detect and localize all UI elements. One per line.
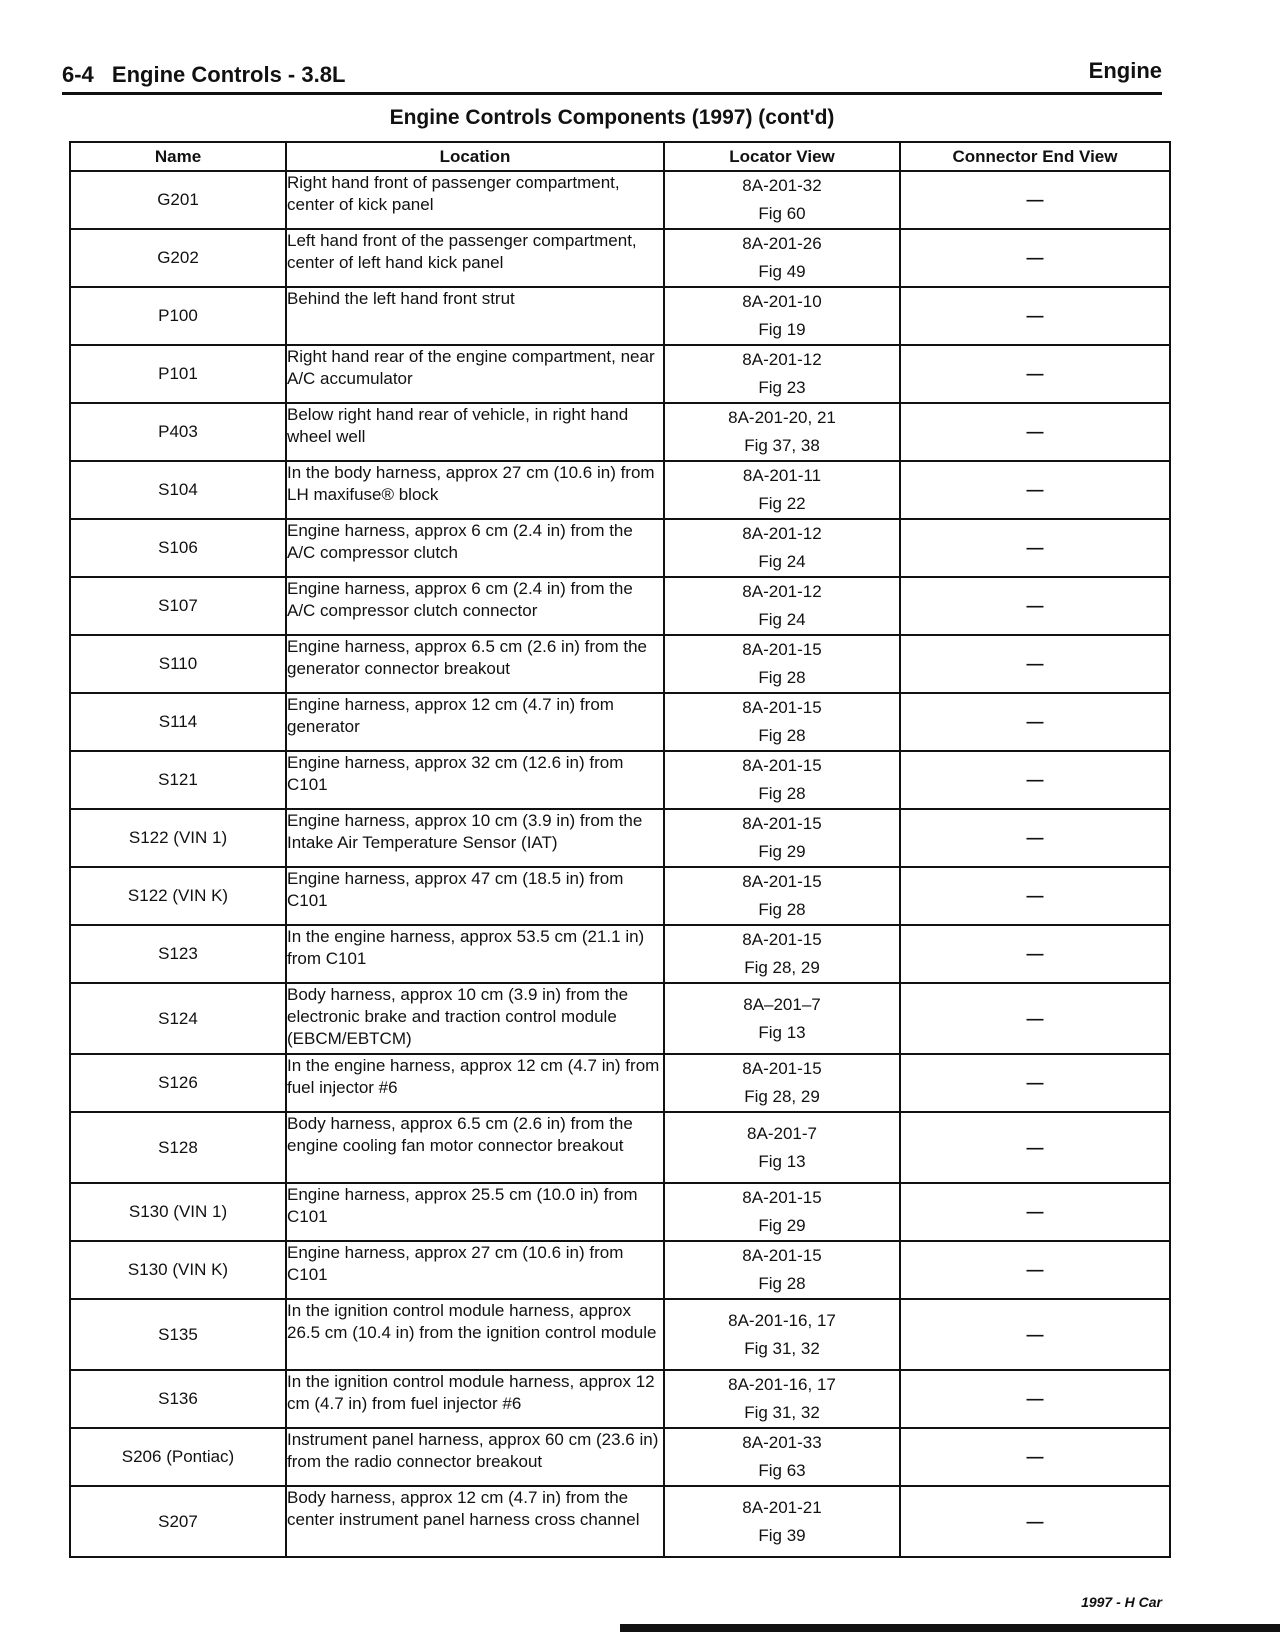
connector-end-view-cell: — <box>900 519 1170 577</box>
component-name-cell: S206 (Pontiac) <box>70 1428 286 1486</box>
locator-view-cell <box>664 1428 900 1486</box>
locator-view-cell <box>664 925 900 983</box>
locator-figure: Fig 31, 32 <box>744 1403 820 1422</box>
component-name-cell: G202 <box>70 229 286 287</box>
location-cell: Below right hand rear of vehicle, in right hand wheel well <box>286 403 664 461</box>
locator-figure: Fig 29 <box>758 1216 806 1235</box>
table-title: Engine Controls Components (1997) (cont'd) <box>389 106 835 129</box>
table-row <box>70 287 1170 345</box>
connector-end-view-cell: — <box>900 1428 1170 1486</box>
table-row <box>70 1299 1170 1370</box>
header-divider <box>62 92 1162 95</box>
connector-end-view-cell: — <box>900 925 1170 983</box>
locator-figure: Fig 13 <box>758 1151 806 1171</box>
components-table <box>69 141 1171 1558</box>
location-cell: Body harness, approx 12 cm (4.7 in) from the center instrument panel harness cross channel <box>286 1486 664 1557</box>
locator-figure: Fig 22 <box>758 494 806 513</box>
connector-end-view-cell: — <box>900 809 1170 867</box>
column-header-connector-end-view: Connector End View <box>900 142 1170 171</box>
location-cell: Engine harness, approx 27 cm (10.6 in) from C101 <box>286 1241 664 1299</box>
connector-end-view-cell: — <box>900 1183 1170 1241</box>
component-name-cell: S106 <box>70 519 286 577</box>
component-name-cell: S135 <box>70 1299 286 1370</box>
locator-view-cell <box>664 635 900 693</box>
component-name-cell: S110 <box>70 635 286 693</box>
locator-view-cell <box>664 229 900 287</box>
connector-end-view-cell: — <box>900 229 1170 287</box>
locator-view-cell <box>664 1112 900 1183</box>
locator-figure: Fig 49 <box>758 262 806 281</box>
table-row <box>70 461 1170 519</box>
connector-end-view-cell: — <box>900 1299 1170 1370</box>
locator-view-cell <box>664 1486 900 1557</box>
connector-end-view-cell: — <box>900 577 1170 635</box>
table-row <box>70 577 1170 635</box>
locator-view-cell <box>664 867 900 925</box>
locator-ref: 8A-201-12 <box>742 524 822 543</box>
locator-view-cell <box>664 1241 900 1299</box>
locator-figure: Fig 24 <box>758 552 806 571</box>
column-header-location: Location <box>286 142 664 171</box>
locator-view-cell <box>664 1183 900 1241</box>
location-cell: Engine harness, approx 25.5 cm (10.0 in) from C101 <box>286 1183 664 1241</box>
location-cell: Engine harness, approx 12 cm (4.7 in) from generator <box>286 693 664 751</box>
locator-view-cell <box>664 983 900 1054</box>
location-cell: In the engine harness, approx 53.5 cm (21.1 in) from C101 <box>286 925 664 983</box>
locator-ref: 8A-201-15 <box>742 814 822 833</box>
location-cell: Body harness, approx 6.5 cm (2.6 in) from the engine cooling fan motor connector breakout <box>286 1112 664 1183</box>
location-cell: Body harness, approx 10 cm (3.9 in) from the electronic brake and traction control module (EBCM/EBTCM) <box>286 983 664 1054</box>
table-row <box>70 519 1170 577</box>
locator-figure: Fig 60 <box>758 204 806 223</box>
connector-end-view-cell: — <box>900 693 1170 751</box>
locator-figure: Fig 39 <box>758 1525 806 1545</box>
location-cell: In the ignition control module harness, approx 12 cm (4.7 in) from fuel injector #6 <box>286 1370 664 1428</box>
locator-figure: Fig 24 <box>758 610 806 629</box>
locator-view-cell <box>664 1370 900 1428</box>
locator-view-cell <box>664 809 900 867</box>
table-row <box>70 229 1170 287</box>
locator-figure: Fig 28, 29 <box>744 958 820 977</box>
locator-ref: 8A-201-10 <box>742 292 822 311</box>
connector-end-view-cell: — <box>900 287 1170 345</box>
location-cell: Right hand rear of the engine compartment, near A/C accumulator <box>286 345 664 403</box>
locator-figure: Fig 28 <box>758 668 806 687</box>
connector-end-view-cell: — <box>900 1241 1170 1299</box>
connector-end-view-cell: — <box>900 1112 1170 1183</box>
locator-ref: 8A-201-15 <box>742 1246 822 1265</box>
locator-figure: Fig 28 <box>758 726 806 745</box>
component-name-cell: S130 (VIN 1) <box>70 1183 286 1241</box>
component-name-cell: S122 (VIN 1) <box>70 809 286 867</box>
locator-ref: 8A-201-21 <box>742 1497 822 1517</box>
locator-view-cell <box>664 1299 900 1370</box>
locator-ref: 8A-201-33 <box>742 1433 822 1452</box>
locator-view-cell <box>664 519 900 577</box>
table-row <box>70 1112 1170 1183</box>
section-title: Engine Controls - 3.8L <box>111 62 346 87</box>
location-cell: Engine harness, approx 10 cm (3.9 in) from the Intake Air Temperature Sensor (IAT) <box>286 809 664 867</box>
table-row <box>70 867 1170 925</box>
locator-view-cell <box>664 1054 900 1112</box>
component-name-cell: G201 <box>70 171 286 229</box>
component-name-cell: S107 <box>70 577 286 635</box>
locator-ref: 8A-201-15 <box>742 640 822 659</box>
table-row <box>70 809 1170 867</box>
locator-view-cell <box>664 403 900 461</box>
page-number: 6-4 <box>62 62 94 87</box>
column-header-locator-view: Locator View <box>664 142 900 171</box>
connector-end-view-cell: — <box>900 1370 1170 1428</box>
chapter-name: Engine <box>1088 58 1162 83</box>
table-row <box>70 1054 1170 1112</box>
locator-figure: Fig 37, 38 <box>744 436 820 455</box>
location-cell: Engine harness, approx 47 cm (18.5 in) from C101 <box>286 867 664 925</box>
table-row <box>70 693 1170 751</box>
location-cell: In the engine harness, approx 12 cm (4.7 in) from fuel injector #6 <box>286 1054 664 1112</box>
footer-bar <box>620 1624 1280 1632</box>
table-row <box>70 1183 1170 1241</box>
connector-end-view-cell: — <box>900 345 1170 403</box>
locator-view-cell <box>664 171 900 229</box>
component-name-cell: S123 <box>70 925 286 983</box>
locator-view-cell <box>664 577 900 635</box>
page-footer: 1997 - H Car <box>1081 1594 1162 1610</box>
table-header-row <box>70 142 1170 171</box>
locator-ref: 8A-201-15 <box>742 698 822 717</box>
locator-ref: 8A-201-7 <box>747 1123 817 1143</box>
connector-end-view-cell: — <box>900 867 1170 925</box>
location-cell: In the ignition control module harness, approx 26.5 cm (10.4 in) from the ignition control module <box>286 1299 664 1370</box>
connector-end-view-cell: — <box>900 751 1170 809</box>
table-row <box>70 751 1170 809</box>
locator-ref: 8A-201-15 <box>742 1059 822 1078</box>
component-name-cell: S121 <box>70 751 286 809</box>
header-title-group <box>62 62 345 88</box>
locator-figure: Fig 23 <box>758 378 806 397</box>
locator-figure: Fig 19 <box>758 320 806 339</box>
location-cell: Engine harness, approx 32 cm (12.6 in) from C101 <box>286 751 664 809</box>
component-name-cell: S136 <box>70 1370 286 1428</box>
connector-end-view-cell: — <box>900 1486 1170 1557</box>
locator-view-cell <box>664 345 900 403</box>
table-row <box>70 403 1170 461</box>
table-row <box>70 171 1170 229</box>
column-header-name: Name <box>70 142 286 171</box>
locator-view-cell <box>664 693 900 751</box>
locator-figure: Fig 28 <box>758 900 806 919</box>
locator-ref: 8A-201-32 <box>742 176 822 195</box>
component-name-cell: S126 <box>70 1054 286 1112</box>
locator-ref: 8A-201-16, 17 <box>728 1310 836 1330</box>
component-name-cell: P403 <box>70 403 286 461</box>
locator-ref: 8A-201-15 <box>742 1188 822 1207</box>
location-cell: Left hand front of the passenger compartment, center of left hand kick panel <box>286 229 664 287</box>
locator-ref: 8A–201–7 <box>743 994 821 1014</box>
component-name-cell: S130 (VIN K) <box>70 1241 286 1299</box>
locator-ref: 8A-201-15 <box>742 756 822 775</box>
table-row <box>70 983 1170 1054</box>
component-name-cell: S104 <box>70 461 286 519</box>
page-header <box>62 52 1162 90</box>
table-row <box>70 635 1170 693</box>
component-name-cell: S124 <box>70 983 286 1054</box>
locator-ref: 8A-201-15 <box>742 930 822 949</box>
connector-end-view-cell: — <box>900 983 1170 1054</box>
locator-figure: Fig 13 <box>758 1022 806 1042</box>
table-row <box>70 345 1170 403</box>
locator-figure: Fig 28 <box>758 784 806 803</box>
locator-ref: 8A-201-16, 17 <box>728 1375 836 1394</box>
locator-figure: Fig 29 <box>758 842 806 861</box>
table-row <box>70 925 1170 983</box>
locator-view-cell <box>664 751 900 809</box>
location-cell: In the body harness, approx 27 cm (10.6 in) from LH maxifuse® block <box>286 461 664 519</box>
component-name-cell: S128 <box>70 1112 286 1183</box>
location-cell: Engine harness, approx 6.5 cm (2.6 in) from the generator connector breakout <box>286 635 664 693</box>
location-cell: Instrument panel harness, approx 60 cm (23.6 in) from the radio connector breakout <box>286 1428 664 1486</box>
connector-end-view-cell: — <box>900 1054 1170 1112</box>
locator-view-cell <box>664 461 900 519</box>
locator-ref: 8A-201-20, 21 <box>728 408 836 427</box>
locator-figure: Fig 28 <box>758 1274 806 1293</box>
location-cell: Behind the left hand front strut <box>286 287 664 345</box>
table-row <box>70 1486 1170 1557</box>
locator-figure: Fig 63 <box>758 1461 806 1480</box>
component-name-cell: S122 (VIN K) <box>70 867 286 925</box>
locator-figure: Fig 28, 29 <box>744 1087 820 1106</box>
table-row <box>70 1428 1170 1486</box>
connector-end-view-cell: — <box>900 403 1170 461</box>
table-row <box>70 1241 1170 1299</box>
locator-ref: 8A-201-12 <box>742 350 822 369</box>
locator-view-cell <box>664 287 900 345</box>
component-name-cell: P101 <box>70 345 286 403</box>
connector-end-view-cell: — <box>900 635 1170 693</box>
connector-end-view-cell: — <box>900 461 1170 519</box>
locator-ref: 8A-201-12 <box>742 582 822 601</box>
locator-figure: Fig 31, 32 <box>744 1338 820 1358</box>
locator-ref: 8A-201-11 <box>742 466 822 485</box>
component-name-cell: S114 <box>70 693 286 751</box>
location-cell: Engine harness, approx 6 cm (2.4 in) from the A/C compressor clutch connector <box>286 577 664 635</box>
location-cell: Engine harness, approx 6 cm (2.4 in) from the A/C compressor clutch <box>286 519 664 577</box>
component-name-cell: P100 <box>70 287 286 345</box>
locator-ref: 8A-201-26 <box>742 234 822 253</box>
locator-ref: 8A-201-15 <box>742 872 822 891</box>
location-cell: Right hand front of passenger compartment, center of kick panel <box>286 171 664 229</box>
connector-end-view-cell: — <box>900 171 1170 229</box>
table-row <box>70 1370 1170 1428</box>
component-name-cell: S207 <box>70 1486 286 1557</box>
